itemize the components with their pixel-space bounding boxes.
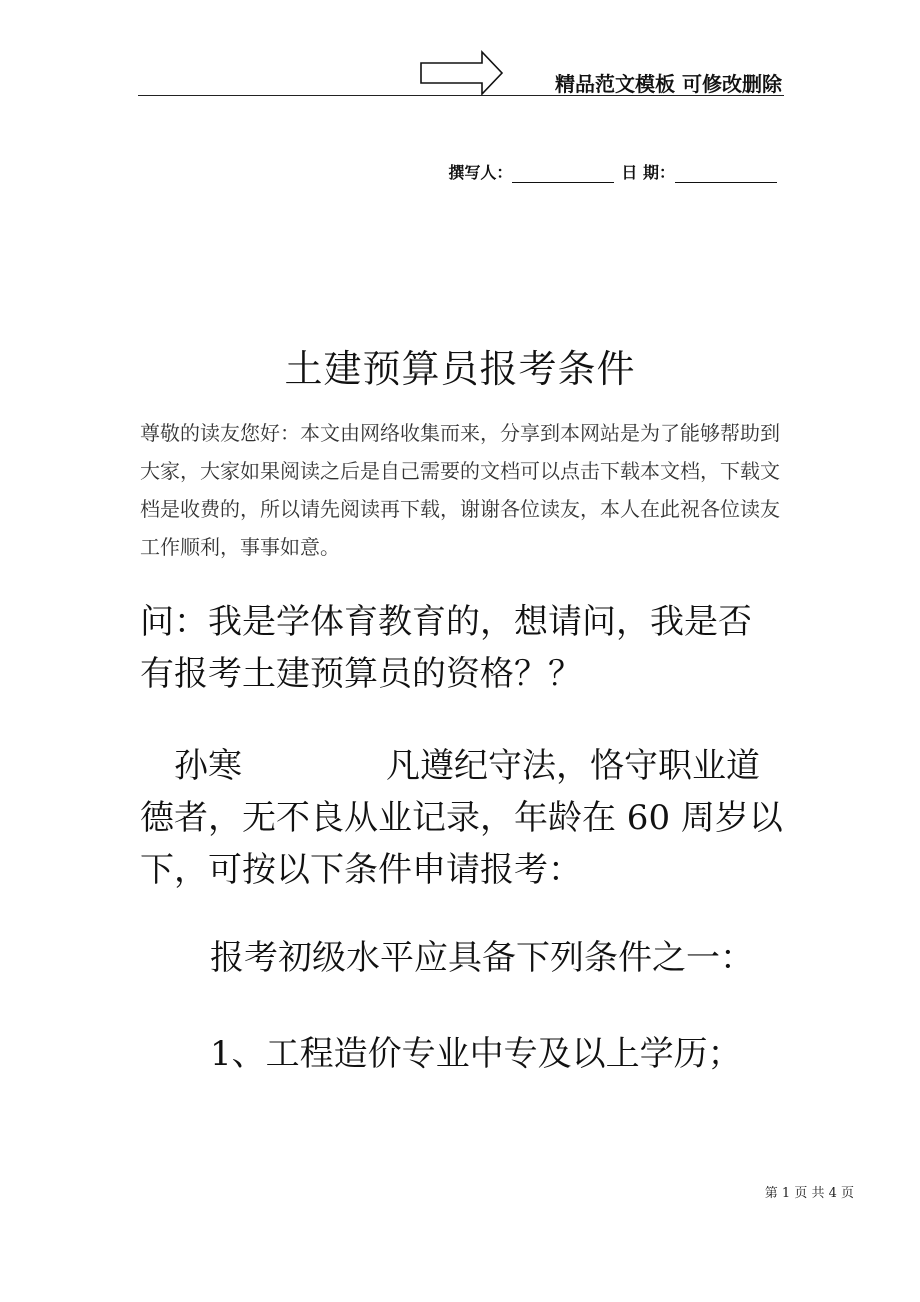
level-intro: 报考初级水平应具备下列条件之一： xyxy=(210,938,754,978)
document-title: 土建预算员报考条件 xyxy=(284,347,636,391)
author-date-line xyxy=(448,160,780,183)
answer-paragraph xyxy=(140,740,785,896)
date-blank xyxy=(675,164,777,183)
question-paragraph: 问：我是学体育教育的，想请问，我是否有报考土建预算员的资格？？ xyxy=(140,602,752,694)
reader-notice: 尊敬的读友您好：本文由网络收集而来，分享到本网站是为了能够帮助到大家，大家如果阅读之后是自己需要的文档可以点击下载本文档，下载文档是收费的，所以请先阅读再下载，谢谢各位读友，本人在此祝各位读友工作顺利，事事如意。 xyxy=(140,421,780,559)
author-label: 撰写人： xyxy=(448,163,513,182)
answer-name: 孙寒 xyxy=(174,746,242,786)
right-arrow-outline-icon xyxy=(420,50,504,96)
condition-item-1: 1、工程造价专业中专及以上学历； xyxy=(210,1034,742,1074)
header-title: 精品范文模板 可修改删除 xyxy=(555,72,782,96)
page-header xyxy=(138,48,784,98)
author-blank xyxy=(512,164,614,183)
page-footer: 第 1 页 共 4 页 xyxy=(764,1186,854,1201)
header-divider xyxy=(138,95,784,96)
answer-text: 凡遵纪守法，恪守职业道德者，无不良从业记录，年龄在 60 周岁以下，可按以下条件申请报考： xyxy=(140,746,783,890)
date-label: 日 期： xyxy=(621,163,675,182)
